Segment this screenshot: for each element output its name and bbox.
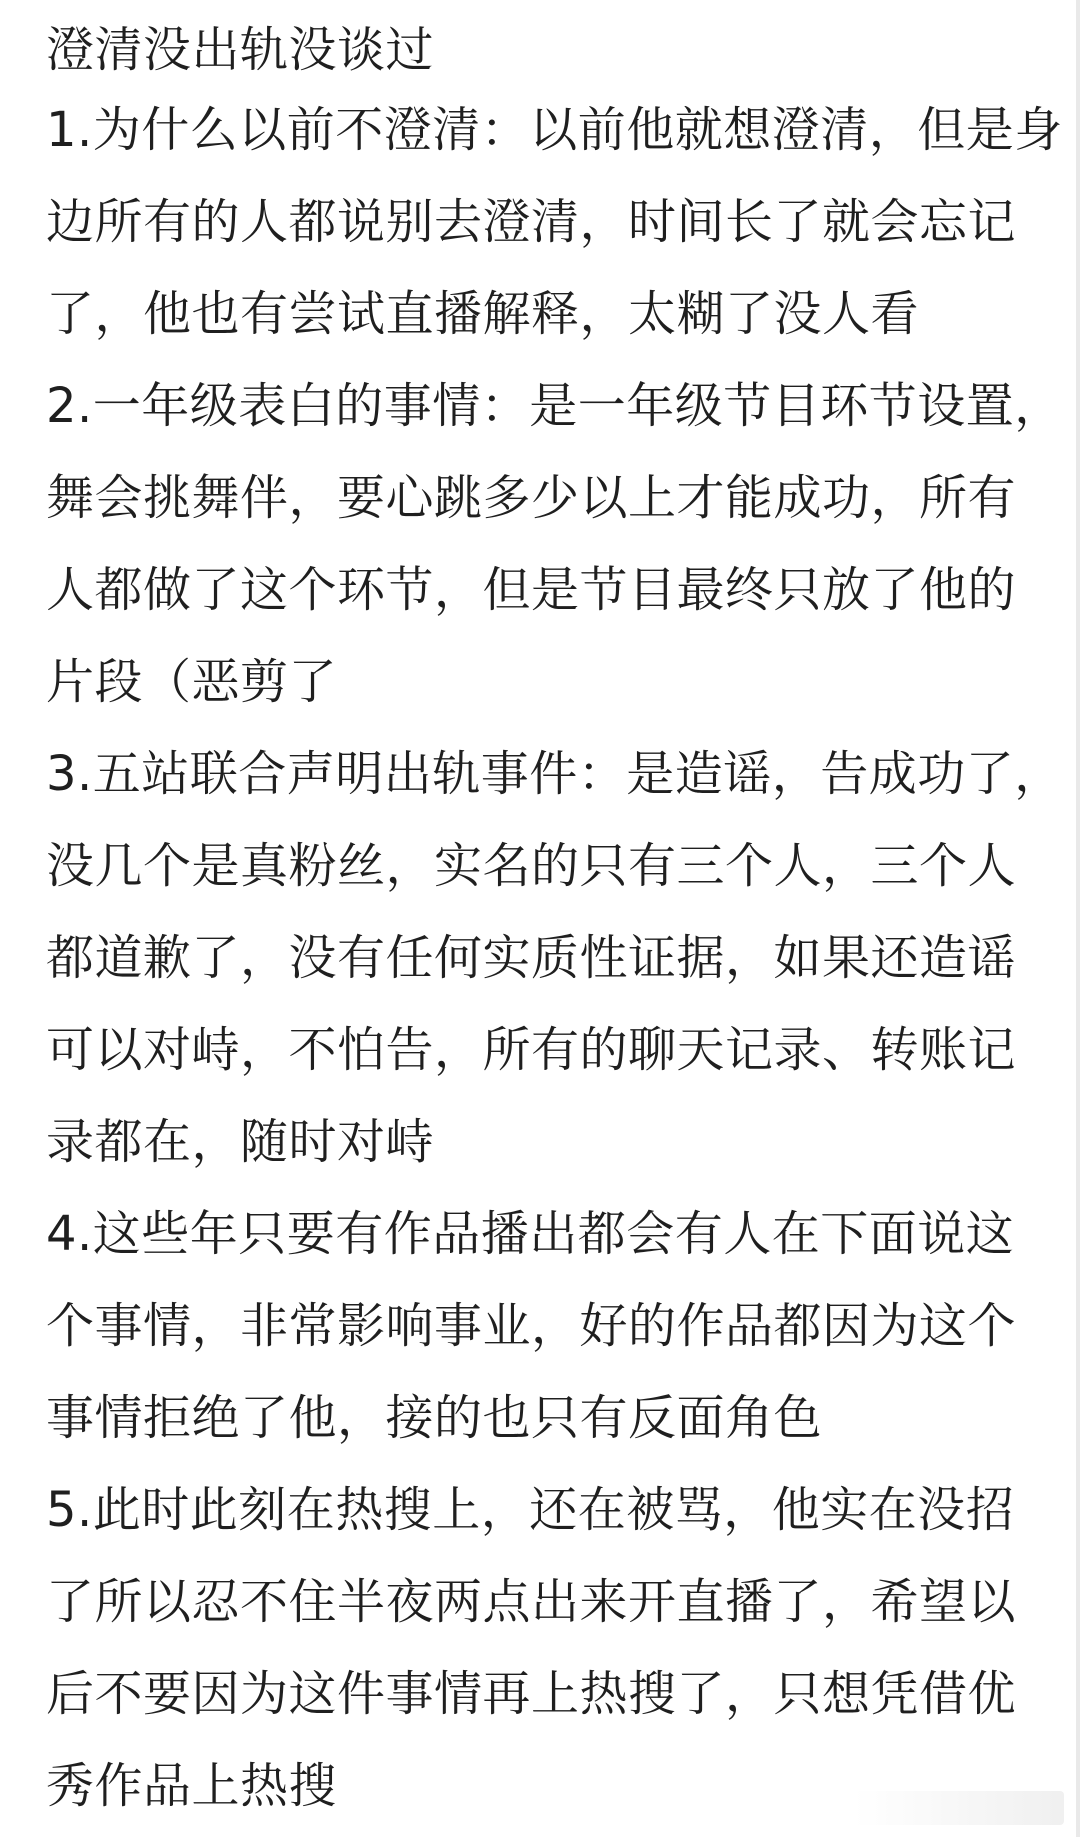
note-line: 了所以忍不住半夜两点出来开直播了，希望以: [46, 1574, 1017, 1630]
note-line: 后不要因为这件事情再上热搜了，只想凭借优: [46, 1666, 1017, 1722]
note-line: 没几个是真粉丝，实名的只有三个人，三个人: [46, 838, 1017, 894]
note-line: 3.五站联合声明出轨事件：是造谣，告成功了，: [46, 746, 1063, 802]
faded-watermark: [854, 1791, 1064, 1825]
note-line: 人都做了这个环节，但是节目最终只放了他的: [46, 562, 1017, 618]
note-line: 1.为什么以前不澄清：以前他就想澄清，但是身: [46, 102, 1063, 158]
note-line: 秀作品上热搜: [46, 1758, 338, 1814]
note-text-block: [46, 16, 1063, 1832]
right-edge-shadow: [1076, 0, 1080, 1837]
note-line: 事情拒绝了他，接的也只有反面角色: [46, 1390, 823, 1446]
note-line: 舞会挑舞伴，要心跳多少以上才能成功，所有: [46, 470, 1017, 526]
note-line: 边所有的人都说别去澄清，时间长了就会忘记: [46, 194, 1017, 250]
note-line: 2.一年级表白的事情：是一年级节目环节设置，: [46, 378, 1063, 434]
note-title: 澄清没出轨没谈过: [46, 22, 435, 78]
note-line: 5.此时此刻在热搜上，还在被骂，他实在没招: [46, 1482, 1015, 1538]
note-line: 录都在，随时对峙: [46, 1114, 435, 1170]
note-line: 个事情，非常影响事业，好的作品都因为这个: [46, 1298, 1017, 1354]
note-line: 都道歉了，没有任何实质性证据，如果还造谣: [46, 930, 1017, 986]
note-line: 4.这些年只要有作品播出都会有人在下面说这: [46, 1206, 1015, 1262]
note-line: 片段（恶剪了: [46, 654, 338, 710]
note-line: 了，他也有尝试直播解释，太糊了没人看: [46, 286, 920, 342]
note-line: 可以对峙，不怕告，所有的聊天记录、转账记: [46, 1022, 1017, 1078]
